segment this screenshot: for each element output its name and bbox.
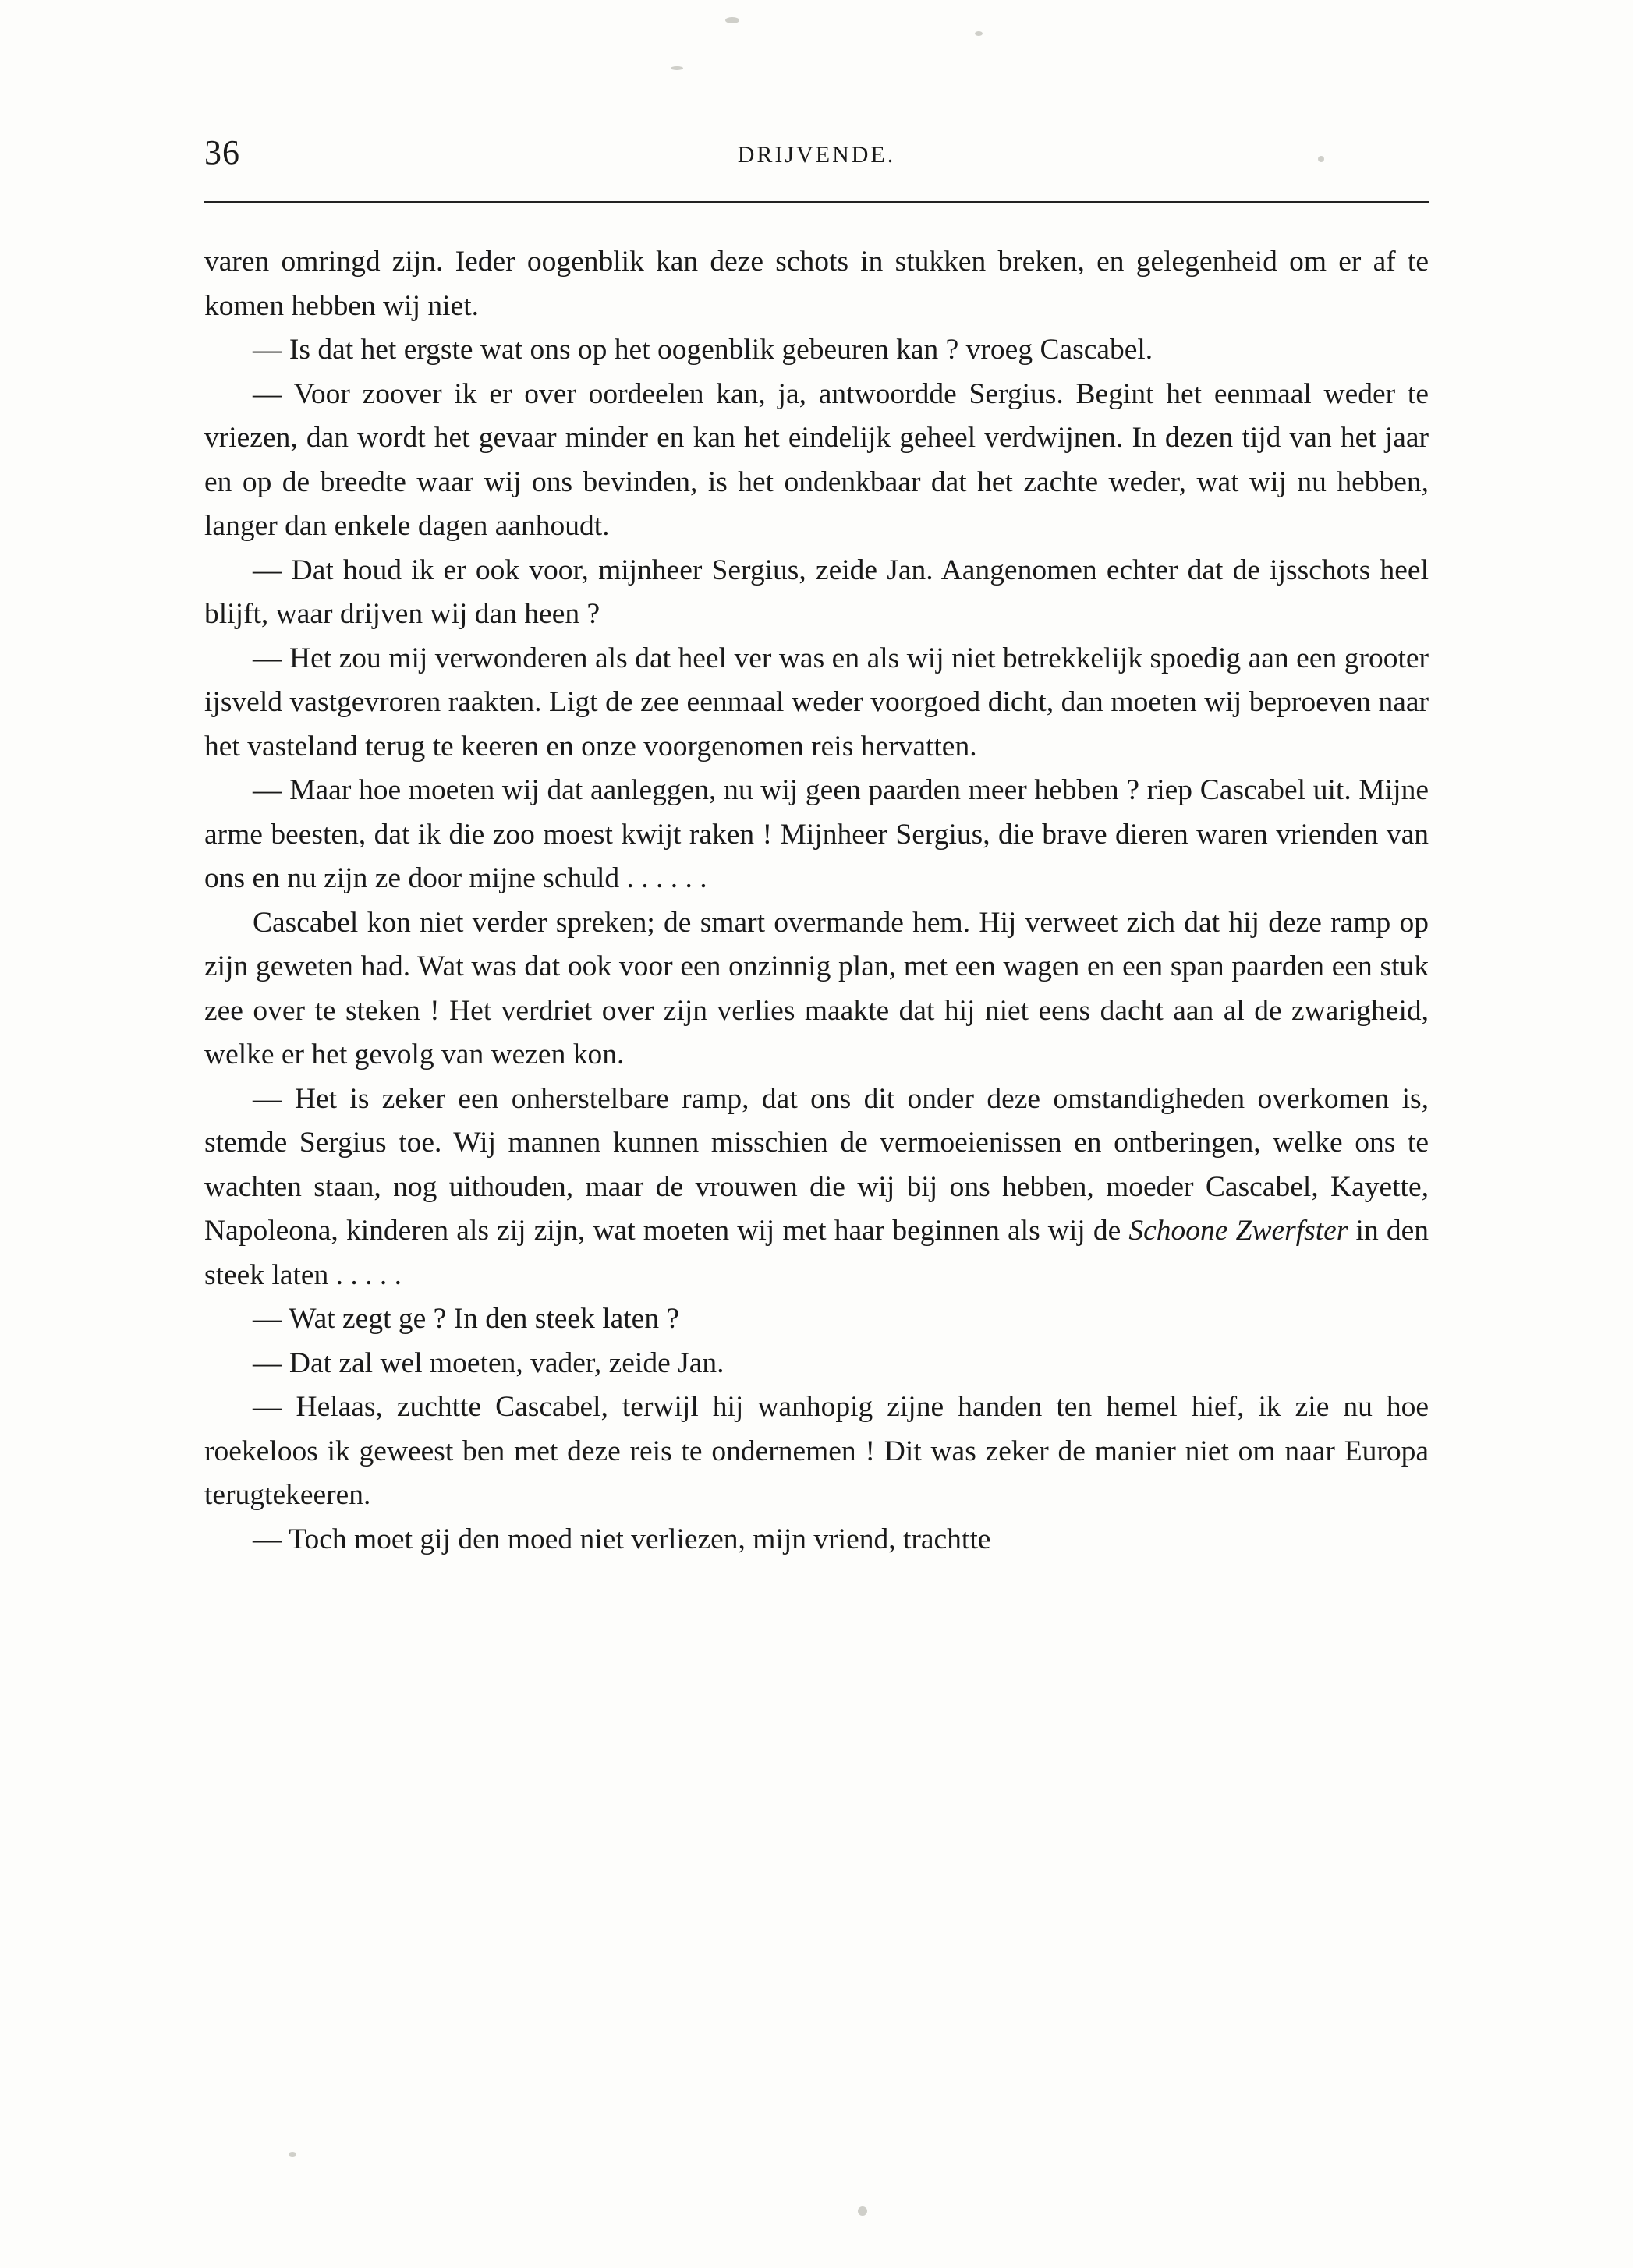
paper-speck [725, 17, 739, 23]
running-head: DRIJVENDE. [737, 142, 896, 168]
paper-speck [858, 2206, 867, 2216]
paragraph: — Toch moet gij den moed niet verliezen, mijn vriend, trachtte [253, 1523, 991, 1555]
paragraph: — Voor zoover ik er over oordeelen kan, ja, antwoordde Sergius. Begint het eenmaal weder te vriezen, dan wordt het gevaar minder en kan het eindelijk geheel verdwijnen. In dezen tijd van het jaar en op de breedte waar wij ons bevinden, is het ondenkbaar dat het zachte weder, wat wij nu hebben, langer dan enkele dagen aanhoudt. [204, 377, 1429, 542]
header-rule [204, 201, 1429, 203]
paper-speck [975, 31, 983, 36]
paper-speck [289, 2152, 296, 2157]
paragraph: — Is dat het ergste wat ons op het oogenblik gebeuren kan ? vroeg Cascabel. [253, 334, 1153, 366]
page-content [204, 125, 1429, 1555]
page-header [204, 125, 1429, 200]
paragraph-with-italic [204, 1077, 1429, 1298]
paper-speck [671, 66, 683, 70]
paragraph-text-after-italic: in den steek laten . . . . . [204, 1215, 1429, 1291]
paragraph: — Dat zal wel moeten, vader, zeide Jan. [253, 1346, 724, 1379]
paragraph: — Het zou mij verwonderen als dat heel ver was en als wij niet betrekkelijk spoedig aan een grooter ijsveld vastgevroren raakten. Ligt de zee eenmaal weder voorgoed dicht, dan moeten wij beproeven naar het vasteland terug te keeren en onze voorgenomen reis hervatten. [204, 642, 1429, 762]
paragraph: — Maar hoe moeten wij dat aanleggen, nu wij geen paarden meer hebben ? riep Cascabel uit. Mijne arme beesten, dat ik die zoo moest kwijt raken ! Mijnheer Sergius, die brave dieren waren vrienden van ons en nu zijn ze door mijne schuld . . . . . . [204, 774, 1429, 894]
body-text [204, 240, 1429, 1562]
book-title-italic: Schoone Zwerfster [1128, 1215, 1348, 1247]
paragraph: varen omringd zijn. Ieder oogenblik kan deze schots in stukken breken, en gelegenheid om er af te komen hebben wij niet. [204, 246, 1429, 322]
paragraph: — Wat zegt ge ? In den steek laten ? [253, 1303, 680, 1335]
paragraph: Cascabel kon niet verder spreken; de smart overmande hem. Hij verweet zich dat hij deze ramp op zijn geweten had. Wat was dat ook voor een onzinnig plan, met een wagen en een span paarden een stuk zee over te steken ! Het verdriet over zijn verlies maakte dat hij niet eens dacht aan al de zwarigheid, welke er het gevolg van wezen kon. [204, 906, 1429, 1070]
paragraph: — Dat houd ik er ook voor, mijnheer Sergius, zeide Jan. Aangenomen echter dat de ijsschots heel blijft, waar drijven wij dan heen ? [204, 554, 1429, 630]
paragraph: — Helaas, zuchtte Cascabel, terwijl hij wanhopig zijne handen ten hemel hief, ik zie nu hoe roekeloos ik geweest ben met deze reis te ondernemen ! Dit was zeker de manier niet om naar Europa terugtekeeren. [204, 1391, 1429, 1511]
paragraph-text-before-italic: — Het is zeker een onherstelbare ramp, dat ons dit onder deze omstandigheden overkomen is, stemde Sergius toe. Wij mannen kunnen misschien de vermoeienissen en ontberingen, welke ons te wachten staan, nog uithouden, maar de vrouwen die wij bij ons hebben, moeder Cascabel, Kayette, Napoleona, kinderen als zij zijn, wat moeten wij met haar beginnen als wij de [204, 1082, 1429, 1247]
page-number: 36 [204, 133, 240, 172]
